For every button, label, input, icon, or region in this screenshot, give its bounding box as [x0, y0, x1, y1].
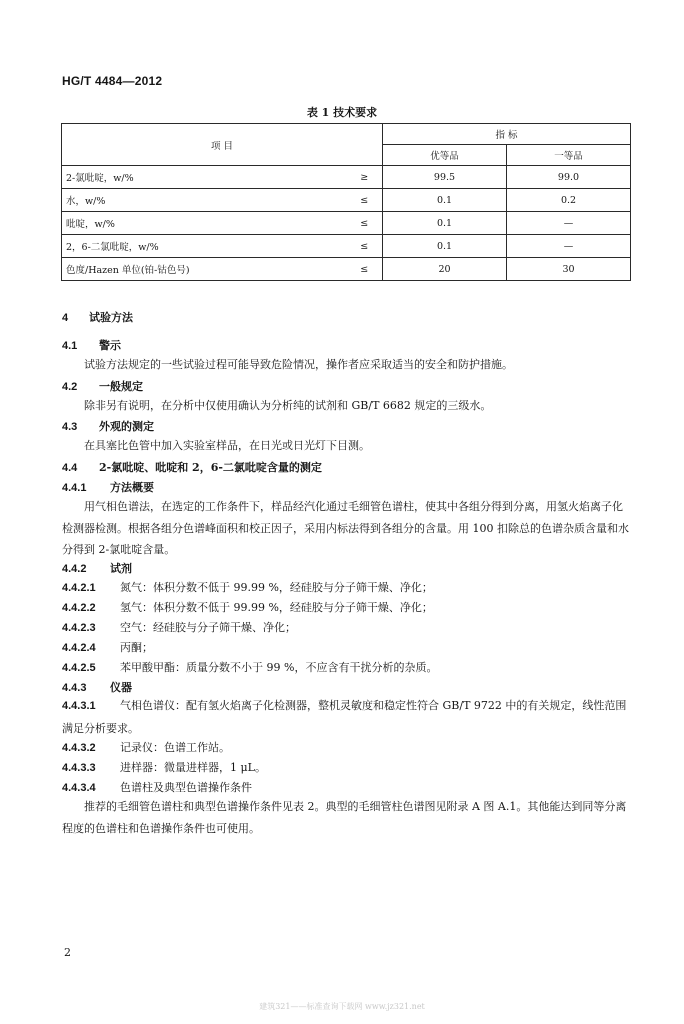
row-superior: 0.1	[383, 235, 507, 258]
column-conditions-text: 推荐的毛细管色谱柱和典型色谱操作条件见表 2。典型的毛细管柱色谱图见附录 A 图 A.1。其他能达到同等分离程度的色谱柱和色谱操作条件也可使用。	[62, 800, 627, 835]
watermark: 建筑321——标准查询下载网 www.jz321.net	[259, 1002, 425, 1011]
section-4-1-heading	[62, 337, 121, 353]
item-number: 4.4.2.3	[62, 622, 96, 634]
section-4-4-2-heading	[62, 560, 132, 576]
row-superior: 20	[383, 258, 507, 281]
table-caption: 表 1 技术要求	[306, 106, 378, 119]
section-4-2-heading	[62, 378, 143, 394]
section-number: 4.4.1	[62, 482, 87, 494]
apparatus-item	[62, 759, 266, 775]
row-symbol: ≤	[347, 235, 383, 258]
item-text: 记录仪：色谱工作站。	[120, 741, 230, 754]
header-index: 指 标	[383, 124, 631, 145]
section-4-1-text: 试验方法规定的一些试验过程可能导致危险情况，操作者应采取适当的安全和防护措施。	[84, 358, 513, 371]
section-title: 外观的测定	[99, 420, 154, 433]
header-first-grade: 一等品	[507, 145, 631, 166]
item-number: 4.4.3.1	[62, 700, 96, 712]
item-text: 苯甲酸甲酯：质量分数不小于 99 %，不应含有干扰分析的杂质。	[120, 661, 438, 674]
section-number: 4.2	[62, 381, 78, 393]
section-title: 试验方法	[89, 311, 133, 324]
row-item: 2，6-二氯吡啶，w/%	[62, 235, 347, 258]
header-item: 项 目	[62, 124, 383, 166]
row-first: 0.2	[507, 189, 631, 212]
section-4-4-1-heading	[62, 479, 154, 495]
item-text: 空气：经硅胶与分子筛干燥、净化；	[120, 621, 296, 634]
item-number: 4.4.2.1	[62, 582, 96, 594]
apparatus-item	[62, 695, 630, 739]
row-item: 色度/Hazen 单位(铂-钴色号)	[62, 258, 347, 281]
section-number: 4.4.3	[62, 682, 87, 694]
section-title: 仪器	[110, 681, 132, 694]
item-number: 4.4.3.3	[62, 762, 96, 774]
table-row	[62, 258, 631, 281]
item-number: 4.4.2.5	[62, 662, 96, 674]
item-number: 4.4.3.4	[62, 782, 96, 794]
section-4-4-1-text: 用气相色谱法，在选定的工作条件下，样品经汽化通过毛细管色谱柱，使其中各组分得到分离，用氢火焰离子化检测器检测。根据各组分色谱峰面积和校正因子，采用内标法得到各组分的含量。用 100 扣除总的色谱杂质含量和水分得到 2-氯吡啶含量。	[62, 500, 629, 556]
section-4-4-3-heading	[62, 679, 132, 695]
row-first: 30	[507, 258, 631, 281]
section-number: 4.4.2	[62, 563, 87, 575]
table-row	[62, 166, 631, 189]
reagent-item	[62, 639, 153, 655]
section-4-2-text: 除非另有说明，在分析中仅使用确认为分析纯的试剂和 GB/T 6682 规定的三级水。	[84, 399, 492, 412]
section-number: 4.3	[62, 421, 78, 433]
table-row	[62, 235, 631, 258]
table-row	[62, 189, 631, 212]
reagent-item	[62, 579, 433, 595]
section-4-3-text: 在具塞比色管中加入实验室样品，在日光或日光灯下目测。	[84, 439, 370, 452]
section-title: 试剂	[110, 562, 132, 575]
reagent-item	[62, 619, 296, 635]
row-symbol: ≤	[347, 212, 383, 235]
reagent-item	[62, 659, 437, 675]
row-item: 2-氯吡啶，w/%	[62, 166, 347, 189]
section-title: 方法概要	[110, 481, 154, 494]
row-superior: 0.1	[383, 189, 507, 212]
item-number: 4.4.2.4	[62, 642, 96, 654]
item-number: 4.4.3.2	[62, 742, 96, 754]
section-title: 一般规定	[99, 380, 143, 393]
item-text: 色谱柱及典型色谱操作条件	[120, 781, 252, 794]
row-symbol: ≤	[347, 189, 383, 212]
row-symbol: ≤	[347, 258, 383, 281]
section-number: 4	[62, 312, 69, 324]
page-number: 2	[64, 946, 71, 959]
standard-number: HG/T 4484—2012	[62, 74, 163, 88]
header-superior-grade: 优等品	[383, 145, 507, 166]
row-item: 水，w/%	[62, 189, 347, 212]
section-number: 4.4	[62, 462, 78, 474]
item-text: 丙酮；	[120, 641, 153, 654]
technical-requirements-table	[61, 123, 631, 281]
item-number: 4.4.2.2	[62, 602, 96, 614]
row-item: 吡啶，w/%	[62, 212, 347, 235]
item-text: 氢气：体积分数不低于 99.99 %，经硅胶与分子筛干燥、净化；	[120, 601, 433, 614]
row-first: —	[507, 235, 631, 258]
item-text: 进样器：微量进样器，1 μL。	[120, 761, 266, 774]
section-number: 4.1	[62, 340, 78, 352]
apparatus-item	[62, 779, 252, 795]
row-superior: 99.5	[383, 166, 507, 189]
row-superior: 0.1	[383, 212, 507, 235]
table-row	[62, 212, 631, 235]
item-text: 气相色谱仪：配有氢火焰离子化检测器，整机灵敏度和稳定性符合 GB/T 9722 中的有关规定，线性范围满足分析要求。	[62, 699, 627, 735]
row-first: —	[507, 212, 631, 235]
section-4-4-heading	[62, 459, 322, 475]
row-symbol: ≥	[347, 166, 383, 189]
section-title: 2-氯吡啶、吡啶和 2，6-二氯吡啶含量的测定	[99, 461, 322, 474]
section-4-heading	[62, 309, 133, 325]
row-first: 99.0	[507, 166, 631, 189]
reagent-item	[62, 599, 433, 615]
item-text: 氮气：体积分数不低于 99.99 %，经硅胶与分子筛干燥、净化；	[120, 581, 433, 594]
apparatus-item	[62, 739, 230, 755]
section-title: 警示	[99, 339, 121, 352]
section-4-3-heading	[62, 418, 154, 434]
